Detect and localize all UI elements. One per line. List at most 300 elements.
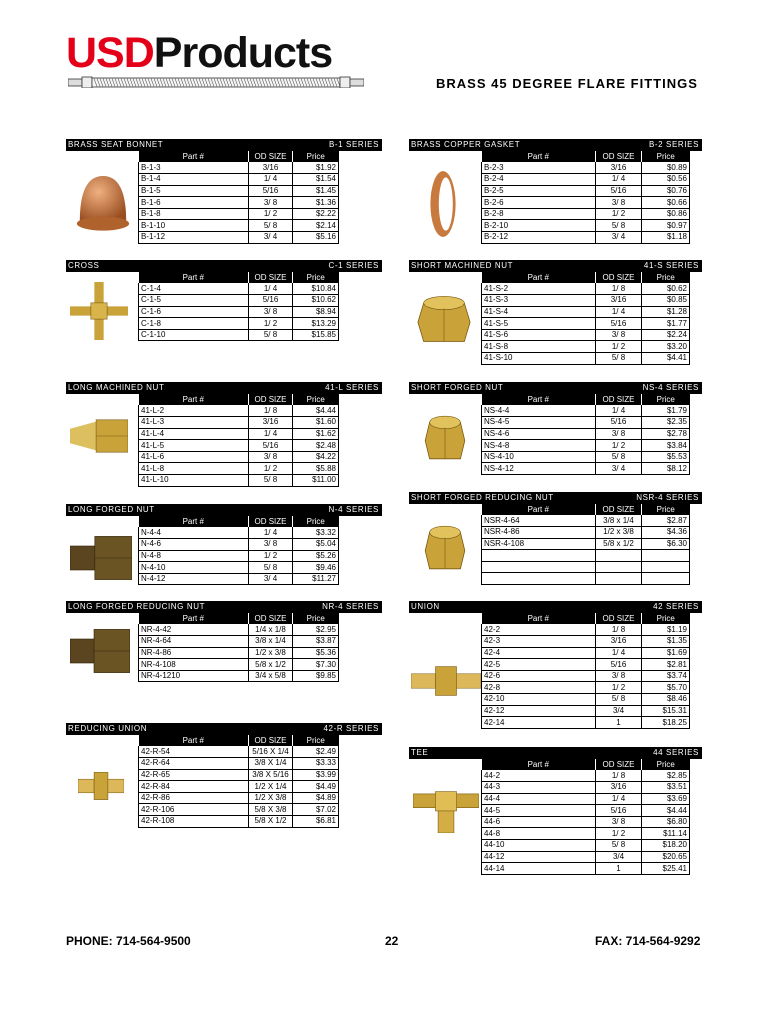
part-number-cell: NR-4-86 [139, 647, 249, 659]
short-machined-nut-photo [415, 292, 473, 352]
column-header-price: Price [293, 394, 339, 405]
usd-products-logo [66, 30, 366, 92]
price-cell: $1.45 [293, 185, 339, 197]
table-row [482, 659, 690, 671]
reducing-union-photo [78, 769, 124, 808]
table-row [482, 851, 690, 863]
section-series: NSR-4 SERIES [636, 493, 699, 502]
section-header [409, 139, 702, 151]
section-series: NS-4 SERIES [642, 383, 699, 392]
price-cell: $13.29 [293, 318, 339, 330]
table-row [482, 174, 690, 186]
part-number-cell: 42-R-106 [139, 804, 249, 816]
od-size-cell: 1/ 4 [596, 405, 642, 417]
part-number-cell: 42-14 [482, 717, 596, 729]
part-number-cell: NR-4-42 [139, 624, 249, 636]
price-table [138, 735, 339, 828]
od-size-cell: 3/ 4 [596, 232, 642, 244]
part-number-cell: N-4-4 [139, 527, 249, 539]
part-number-cell: C-1-5 [139, 295, 249, 307]
table-row [139, 659, 339, 671]
od-size-cell: 5/16 [596, 805, 642, 817]
od-size-cell: 5/ 8 [249, 329, 293, 341]
table-row [482, 197, 690, 209]
od-size-cell: 3/ 8 [249, 539, 293, 551]
section-name: SHORT MACHINED NUT [411, 261, 514, 270]
od-size-cell: 1/ 2 [596, 208, 642, 220]
od-size-cell: 1/2 x 3/8 [596, 527, 642, 539]
table-row [482, 162, 690, 174]
column-header-od-size: OD SIZE [596, 394, 642, 405]
section-series: 41-L SERIES [325, 383, 379, 392]
price-cell: $6.80 [642, 816, 690, 828]
table-row [482, 353, 690, 365]
price-cell: $1.77 [642, 318, 690, 330]
part-number-cell [482, 573, 596, 585]
column-header-part: Part # [139, 394, 249, 405]
od-size-cell: 1/ 8 [596, 770, 642, 782]
price-cell: $5.53 [642, 451, 690, 463]
price-cell: $1.18 [642, 232, 690, 244]
price-table [138, 272, 339, 341]
od-size-cell [596, 550, 642, 562]
table-header-row [482, 394, 690, 405]
table-header-row [482, 272, 690, 283]
table-row [139, 573, 339, 585]
table-row [139, 208, 339, 220]
part-number-cell: 41-L-6 [139, 451, 249, 463]
table-row [482, 538, 690, 550]
od-size-cell: 5/ 8 [596, 840, 642, 852]
price-cell: $6.81 [293, 816, 339, 828]
od-size-cell: 3/ 8 [596, 670, 642, 682]
column-header-part: Part # [482, 759, 596, 770]
od-size-cell: 5/ 8 [249, 562, 293, 574]
part-number-cell: B-2-5 [482, 185, 596, 197]
od-size-cell: 5/8 x 1/2 [249, 659, 293, 671]
part-number-cell: NSR-4-64 [482, 515, 596, 527]
table-row [139, 562, 339, 574]
price-cell: $0.85 [642, 295, 690, 307]
price-cell: $10.84 [293, 283, 339, 295]
od-size-cell: 5/16 [596, 659, 642, 671]
column-header-od-size: OD SIZE [596, 759, 642, 770]
section-name: SHORT FORGED REDUCING NUT [411, 493, 554, 502]
table-row [139, 306, 339, 318]
table-header-row [482, 151, 690, 162]
column-header-od-size: OD SIZE [249, 151, 293, 162]
column-header-part: Part # [139, 151, 249, 162]
column-header-price: Price [642, 613, 690, 624]
part-number-cell: 41-L-2 [139, 405, 249, 417]
od-size-cell: 1/ 2 [249, 208, 293, 220]
part-number-cell: B-1-5 [139, 185, 249, 197]
part-number-cell: NS-4-5 [482, 417, 596, 429]
price-cell: $2.87 [642, 515, 690, 527]
price-cell [642, 573, 690, 585]
part-number-cell: C-1-8 [139, 318, 249, 330]
part-number-cell [482, 550, 596, 562]
od-size-cell: 1/ 2 [596, 341, 642, 353]
part-number-cell: 41-L-3 [139, 417, 249, 429]
price-cell: $8.12 [642, 463, 690, 475]
table-row [482, 670, 690, 682]
section-name: LONG FORGED NUT [68, 505, 155, 514]
od-size-cell: 3/8 x 1/4 [596, 515, 642, 527]
column-header-od-size: OD SIZE [596, 151, 642, 162]
column-header-od-size: OD SIZE [249, 735, 293, 746]
part-number-cell: NR-4-1210 [139, 670, 249, 682]
column-header-od-size: OD SIZE [596, 504, 642, 515]
section-header [66, 260, 382, 272]
table-row [482, 682, 690, 694]
section-header [409, 382, 702, 394]
od-size-cell: 5/16 [249, 185, 293, 197]
short-forged-nut-photo [423, 412, 467, 469]
od-size-cell: 1/ 2 [596, 440, 642, 452]
column-header-od-size: OD SIZE [249, 272, 293, 283]
od-size-cell: 5/16 [596, 318, 642, 330]
price-cell: $2.85 [642, 770, 690, 782]
table-row [139, 197, 339, 209]
price-cell: $4.22 [293, 451, 339, 463]
table-row [139, 440, 339, 452]
footer-page-number: 22 [385, 934, 399, 948]
part-number-cell: 42-R-65 [139, 769, 249, 781]
cross-fitting-photo [70, 282, 128, 345]
table-row [139, 451, 339, 463]
price-cell: $11.14 [642, 828, 690, 840]
od-size-cell: 1/ 2 [249, 318, 293, 330]
price-cell: $3.33 [293, 758, 339, 770]
logo-usd-text: USD [66, 29, 154, 77]
price-cell: $1.35 [642, 636, 690, 648]
od-size-cell: 1/2 X 1/4 [249, 781, 293, 793]
long-forged-reducing-nut-photo [70, 627, 130, 680]
table-row [482, 694, 690, 706]
table-row [139, 746, 339, 758]
section-name: BRASS SEAT BONNET [68, 140, 164, 149]
price-cell: $9.46 [293, 562, 339, 574]
price-cell: $5.04 [293, 539, 339, 551]
table-row [139, 295, 339, 307]
footer-fax: FAX: 714-564-9292 [595, 934, 701, 948]
table-row [482, 220, 690, 232]
part-number-cell: 42-R-84 [139, 781, 249, 793]
table-row [139, 804, 339, 816]
part-number-cell: N-4-10 [139, 562, 249, 574]
od-size-cell: 3/ 8 [249, 306, 293, 318]
od-size-cell: 5/8 X 1/2 [249, 816, 293, 828]
section-header [66, 601, 382, 613]
od-size-cell: 3/16 [596, 636, 642, 648]
section-header [409, 747, 702, 759]
od-size-cell: 3/ 8 [249, 197, 293, 209]
od-size-cell: 3/ 4 [249, 573, 293, 585]
od-size-cell: 3/ 8 [596, 816, 642, 828]
part-number-cell: 44-2 [482, 770, 596, 782]
part-number-cell: NS-4-10 [482, 451, 596, 463]
price-cell: $2.14 [293, 220, 339, 232]
od-size-cell: 5/ 8 [596, 451, 642, 463]
od-size-cell: 3/4 x 5/8 [249, 670, 293, 682]
price-cell: $2.95 [293, 624, 339, 636]
od-size-cell: 1/ 2 [249, 550, 293, 562]
table-row [139, 647, 339, 659]
table-row [482, 647, 690, 659]
part-number-cell: B-2-3 [482, 162, 596, 174]
part-number-cell: B-1-8 [139, 208, 249, 220]
price-table [481, 759, 690, 875]
part-number-cell: NS-4-12 [482, 463, 596, 475]
price-cell: $1.54 [293, 174, 339, 186]
price-cell: $8.46 [642, 694, 690, 706]
table-header-row [139, 735, 339, 746]
part-number-cell: B-2-4 [482, 174, 596, 186]
part-number-cell: 42-3 [482, 636, 596, 648]
section-series: 42 SERIES [653, 602, 699, 611]
section-series: B-2 SERIES [648, 140, 699, 149]
column-header-part: Part # [139, 272, 249, 283]
od-size-cell: 1/ 4 [249, 527, 293, 539]
price-cell: $15.85 [293, 329, 339, 341]
table-row [139, 405, 339, 417]
table-row [139, 318, 339, 330]
part-number-cell: B-2-12 [482, 232, 596, 244]
od-size-cell: 1/ 4 [249, 174, 293, 186]
column-header-part: Part # [482, 504, 596, 515]
column-header-price: Price [642, 759, 690, 770]
price-cell: $4.41 [642, 353, 690, 365]
long-forged-nut-photo [70, 534, 132, 587]
part-number-cell: 44-12 [482, 851, 596, 863]
braided-hose-icon [68, 76, 364, 88]
price-cell [642, 550, 690, 562]
price-cell: $4.89 [293, 792, 339, 804]
od-size-cell: 3/ 8 [596, 329, 642, 341]
od-size-cell: 1/ 4 [249, 283, 293, 295]
table-row [482, 428, 690, 440]
price-table [481, 151, 690, 244]
od-size-cell: 3/ 4 [596, 463, 642, 475]
table-row [482, 318, 690, 330]
price-cell: $5.88 [293, 463, 339, 475]
od-size-cell: 3/16 [596, 162, 642, 174]
section-header [409, 492, 702, 504]
logo-products-text: Products [153, 29, 333, 77]
part-number-cell: 44-5 [482, 805, 596, 817]
column-header-price: Price [642, 504, 690, 515]
column-header-part: Part # [139, 613, 249, 624]
price-cell: $3.69 [642, 793, 690, 805]
column-header-price: Price [642, 394, 690, 405]
part-number-cell [482, 561, 596, 573]
table-row [139, 428, 339, 440]
table-row [139, 550, 339, 562]
part-number-cell: 44-8 [482, 828, 596, 840]
table-header-row [139, 394, 339, 405]
part-number-cell: C-1-6 [139, 306, 249, 318]
table-row [139, 758, 339, 770]
part-number-cell: B-2-10 [482, 220, 596, 232]
od-size-cell: 3/8 X 5/16 [249, 769, 293, 781]
section-header [66, 139, 382, 151]
table-row [482, 705, 690, 717]
table-row [139, 463, 339, 475]
price-cell: $2.81 [642, 659, 690, 671]
od-size-cell: 5/ 8 [596, 694, 642, 706]
od-size-cell: 1/ 4 [596, 174, 642, 186]
price-cell: $2.49 [293, 746, 339, 758]
section-series: 41-S SERIES [643, 261, 699, 270]
price-cell: $5.70 [642, 682, 690, 694]
table-header-row [139, 272, 339, 283]
column-header-price: Price [293, 735, 339, 746]
price-cell: $20.65 [642, 851, 690, 863]
table-row [139, 636, 339, 648]
price-cell: $4.36 [642, 527, 690, 539]
price-cell: $5.16 [293, 232, 339, 244]
column-header-price: Price [293, 272, 339, 283]
price-cell [642, 561, 690, 573]
price-table [481, 504, 690, 585]
part-number-cell: 44-14 [482, 863, 596, 875]
section-header [409, 260, 702, 272]
part-number-cell: NR-4-108 [139, 659, 249, 671]
price-cell: $1.92 [293, 162, 339, 174]
table-row [139, 475, 339, 487]
table-row [482, 185, 690, 197]
column-header-part: Part # [482, 272, 596, 283]
table-row [482, 463, 690, 475]
seat-bonnet-photo [74, 169, 132, 244]
section-name: CROSS [68, 261, 100, 270]
part-number-cell: N-4-12 [139, 573, 249, 585]
od-size-cell: 1/ 4 [596, 647, 642, 659]
table-row [482, 805, 690, 817]
price-cell: $2.78 [642, 428, 690, 440]
table-row [139, 174, 339, 186]
part-number-cell: 41-L-5 [139, 440, 249, 452]
part-number-cell: B-2-8 [482, 208, 596, 220]
price-cell: $18.20 [642, 840, 690, 852]
part-number-cell: 41-S-5 [482, 318, 596, 330]
price-table [481, 272, 690, 365]
part-number-cell: 41-L-10 [139, 475, 249, 487]
price-cell: $1.60 [293, 417, 339, 429]
part-number-cell: 41-S-2 [482, 283, 596, 295]
table-row [482, 295, 690, 307]
column-header-part: Part # [139, 516, 249, 527]
table-header-row [139, 613, 339, 624]
price-cell: $4.44 [642, 805, 690, 817]
table-header-row [139, 151, 339, 162]
part-number-cell: B-1-6 [139, 197, 249, 209]
price-cell: $18.25 [642, 717, 690, 729]
price-table [481, 394, 690, 475]
part-number-cell: NS-4-6 [482, 428, 596, 440]
column-header-od-size: OD SIZE [249, 516, 293, 527]
table-row [482, 573, 690, 585]
od-size-cell: 3/4 [596, 851, 642, 863]
price-cell: $3.99 [293, 769, 339, 781]
part-number-cell: NSR-4-86 [482, 527, 596, 539]
od-size-cell: 1 [596, 717, 642, 729]
short-forged-reducing-nut-photo [423, 522, 467, 579]
price-cell: $3.84 [642, 440, 690, 452]
table-header-row [482, 759, 690, 770]
part-number-cell: 41-L-8 [139, 463, 249, 475]
price-cell: $11.27 [293, 573, 339, 585]
od-size-cell: 1/ 8 [249, 405, 293, 417]
part-number-cell: 44-3 [482, 782, 596, 794]
part-number-cell: 42-R-86 [139, 792, 249, 804]
section-name: UNION [411, 602, 440, 611]
table-row [139, 792, 339, 804]
column-header-part: Part # [482, 151, 596, 162]
part-number-cell: 41-L-4 [139, 428, 249, 440]
table-row [139, 769, 339, 781]
od-size-cell: 1/2 x 3/8 [249, 647, 293, 659]
table-row [139, 162, 339, 174]
section-header [66, 723, 382, 735]
price-cell: $1.79 [642, 405, 690, 417]
section-name: SHORT FORGED NUT [411, 383, 504, 392]
od-size-cell: 3/4 [596, 705, 642, 717]
price-cell: $2.22 [293, 208, 339, 220]
price-cell: $0.56 [642, 174, 690, 186]
od-size-cell: 1/ 4 [596, 793, 642, 805]
part-number-cell: C-1-10 [139, 329, 249, 341]
od-size-cell: 1/4 x 1/8 [249, 624, 293, 636]
price-cell: $6.30 [642, 538, 690, 550]
column-header-od-size: OD SIZE [249, 613, 293, 624]
od-size-cell: 1 [596, 863, 642, 875]
od-size-cell: 3/ 8 [249, 451, 293, 463]
section-series: N-4 SERIES [328, 505, 379, 514]
table-row [139, 527, 339, 539]
part-number-cell: 41-S-3 [482, 295, 596, 307]
tee-fitting-photo [413, 787, 479, 838]
price-cell: $3.87 [293, 636, 339, 648]
part-number-cell: 42-6 [482, 670, 596, 682]
column-header-price: Price [642, 272, 690, 283]
section-series: B-1 SERIES [328, 140, 379, 149]
section-name: LONG FORGED REDUCING NUT [68, 602, 206, 611]
table-row [482, 770, 690, 782]
od-size-cell: 5/8 x 1/2 [596, 538, 642, 550]
part-number-cell: 42-R-108 [139, 816, 249, 828]
price-cell: $7.02 [293, 804, 339, 816]
price-cell: $9.85 [293, 670, 339, 682]
price-cell: $0.86 [642, 208, 690, 220]
section-series: 42-R SERIES [323, 724, 379, 733]
od-size-cell: 3/16 [596, 295, 642, 307]
od-size-cell: 1/ 8 [596, 283, 642, 295]
section-name: REDUCING UNION [68, 724, 148, 733]
od-size-cell: 3/ 4 [249, 232, 293, 244]
price-cell: $7.30 [293, 659, 339, 671]
od-size-cell: 1/ 4 [249, 428, 293, 440]
table-header-row [482, 504, 690, 515]
od-size-cell: 5/8 X 3/8 [249, 804, 293, 816]
table-row [139, 670, 339, 682]
price-table [138, 613, 339, 682]
section-header [409, 601, 702, 613]
price-cell: $2.48 [293, 440, 339, 452]
price-cell: $15.31 [642, 705, 690, 717]
od-size-cell [596, 561, 642, 573]
